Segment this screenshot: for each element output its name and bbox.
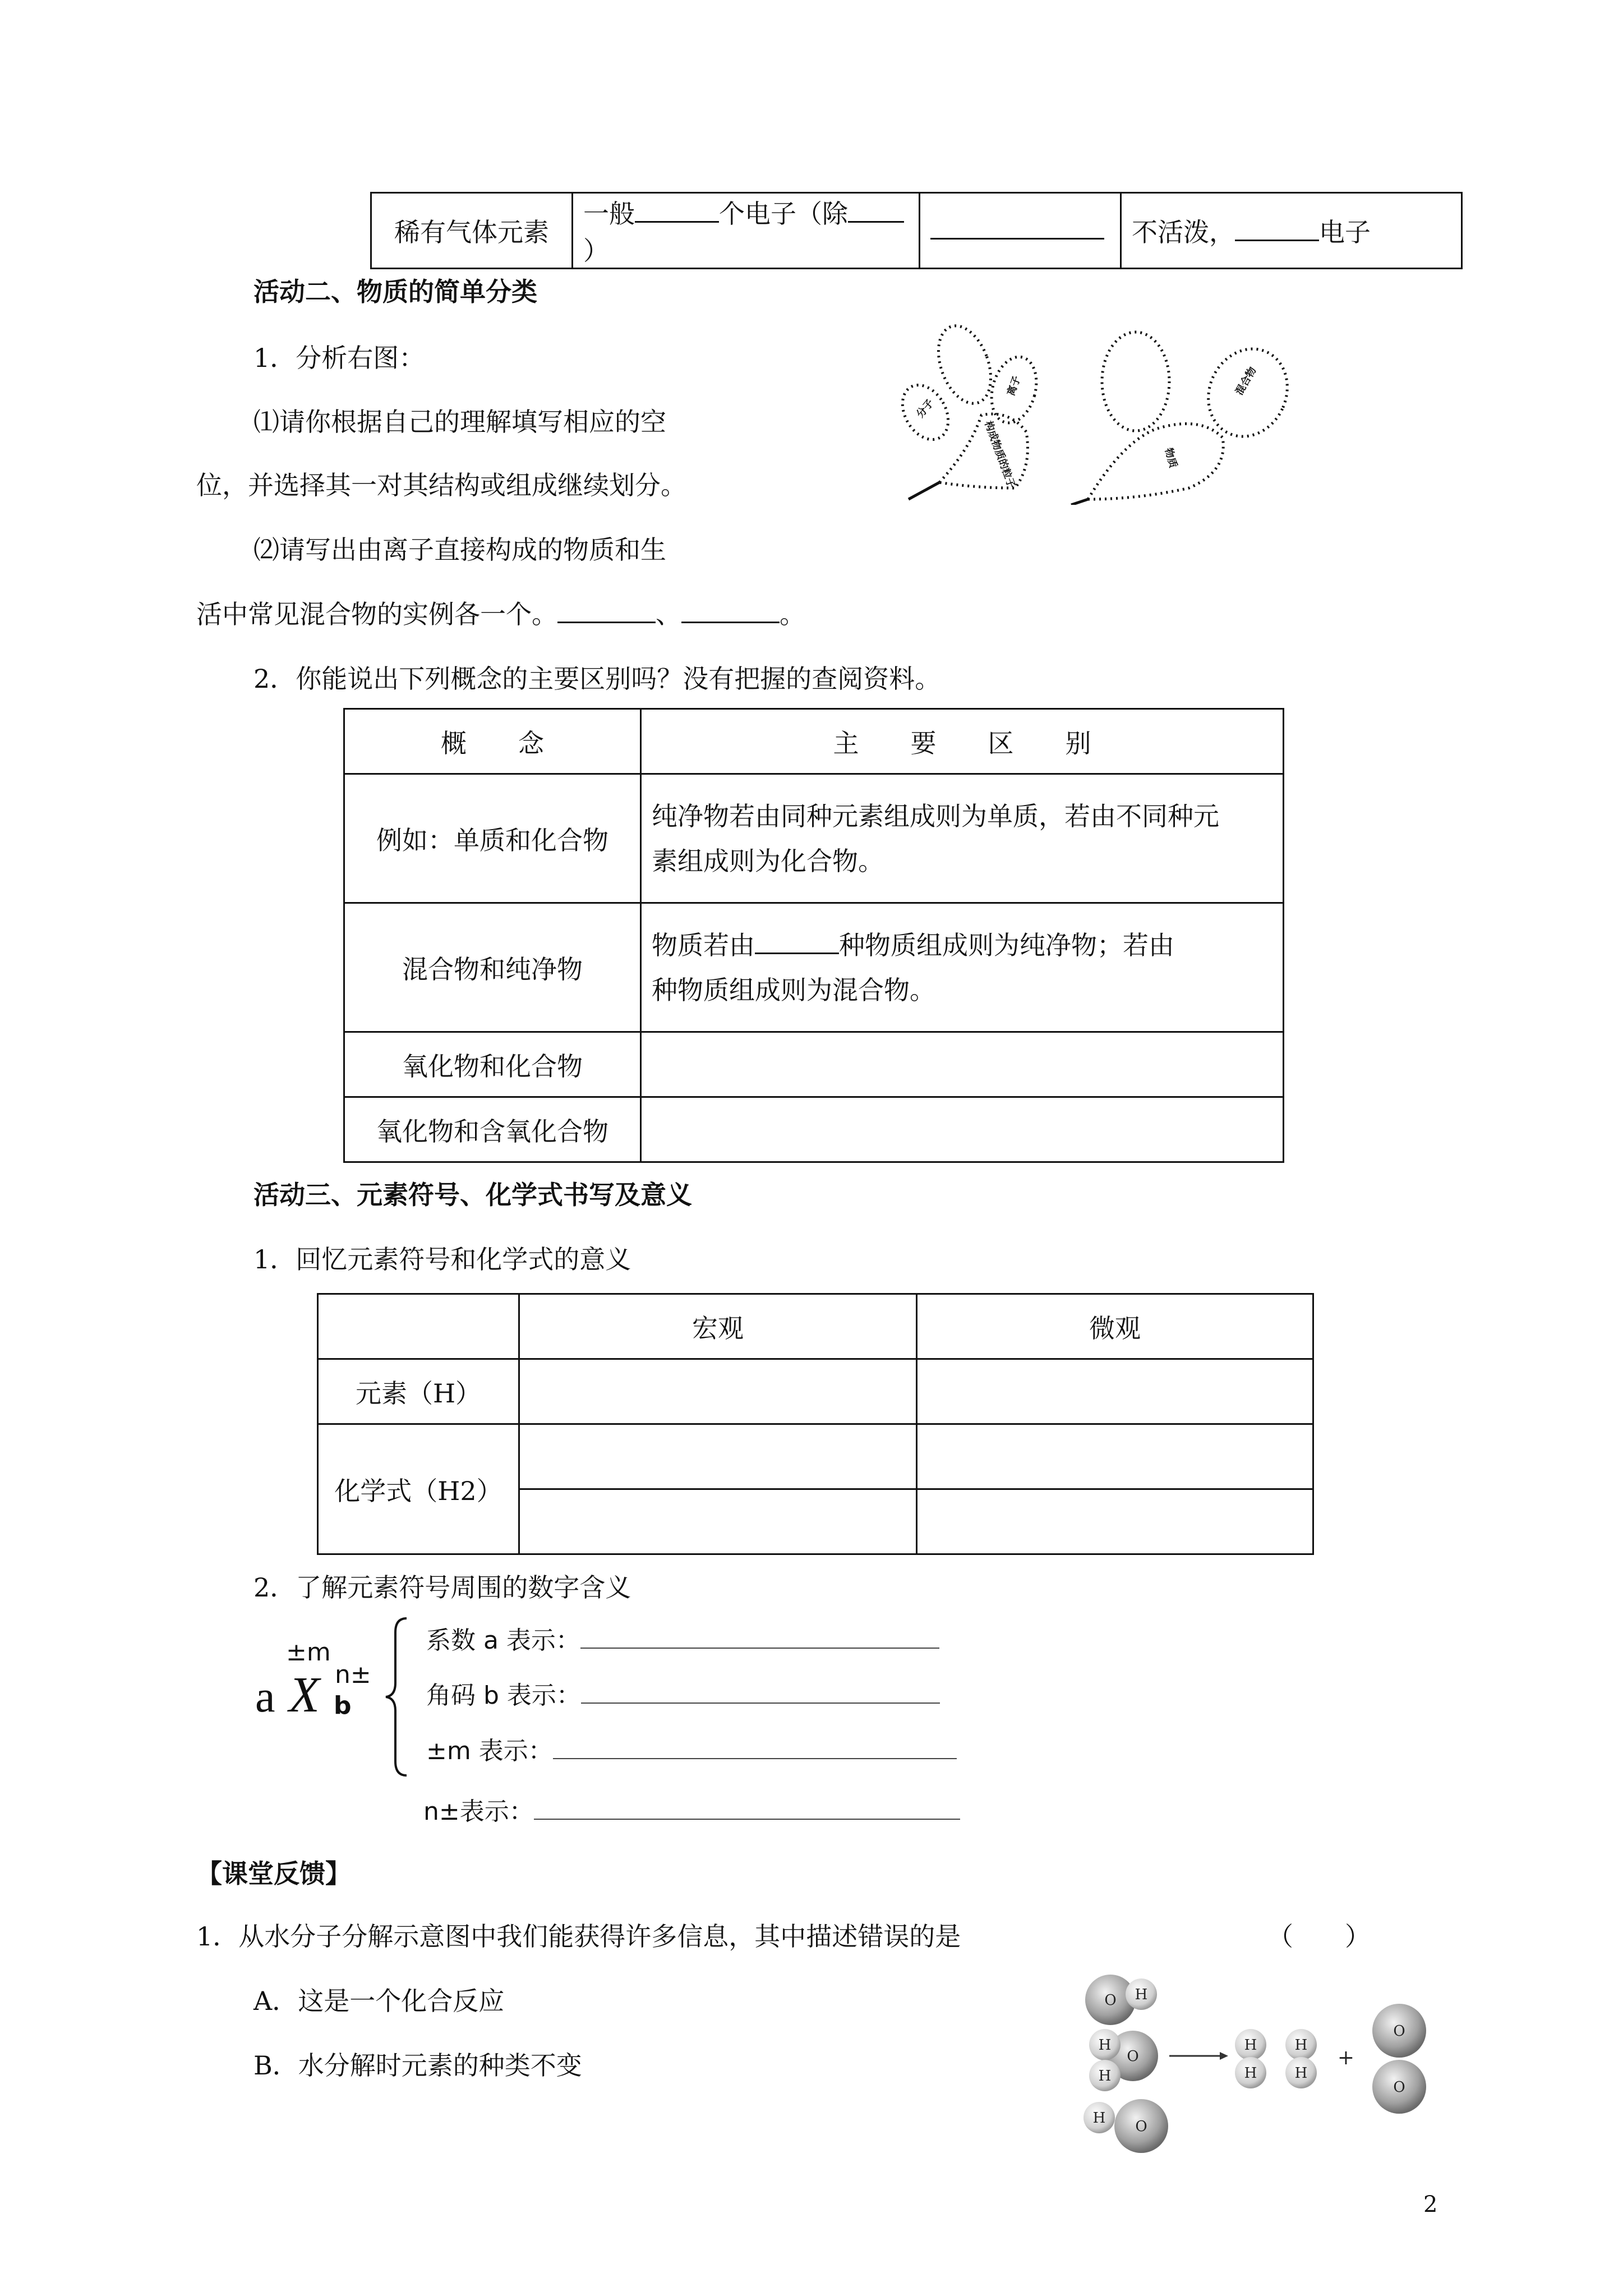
plus-sign: +: [1337, 2046, 1355, 2069]
svg-text:H: H: [1294, 2065, 1308, 2082]
feedback-title: 【课堂反馈】: [196, 1858, 351, 1889]
svg-text:O: O: [1104, 1992, 1117, 2009]
symbol-a: a: [255, 1672, 275, 1722]
page-number: 2: [1423, 2192, 1438, 2217]
feedback-option-b: B．水分解时元素的种类不变: [253, 2050, 582, 2081]
diagram-right-mixture-oval: [1195, 336, 1302, 449]
symbol-line-a: 系数 a 表示：: [426, 1624, 939, 1658]
symbol-X: X: [289, 1667, 320, 1723]
concept-table-header-concept: 概 念: [344, 709, 641, 774]
concept-row-3-diff: [641, 1032, 1284, 1097]
top-table-cell-2: 一般 个电子（除）: [573, 193, 920, 269]
activity2-title: 活动二、物质的简单分类: [253, 277, 537, 307]
concept-row-4-diff: [641, 1097, 1284, 1162]
diagram-label-left-top: 离子: [1005, 374, 1023, 398]
svg-text:H: H: [1098, 2068, 1112, 2085]
svg-text:H: H: [1098, 2037, 1112, 2054]
diagram-label-right-center: 物质: [1162, 447, 1179, 470]
concept-row-2-concept: 混合物和纯净物: [344, 903, 641, 1032]
concept-row-4-concept: 氧化物和含氧化合物: [344, 1097, 641, 1162]
activity2-q1-1b: 位，并选择其一对其结构或组成继续划分。: [196, 470, 686, 500]
symbol-b: b: [334, 1691, 352, 1720]
feedback-q1-paren: （ ）: [1267, 1921, 1371, 1952]
top-table-cell-1: 稀有气体元素: [371, 193, 573, 269]
activity3-title: 活动三、元素符号、化学式书写及意义: [253, 1180, 692, 1210]
symbol-n-pm: n±: [335, 1660, 371, 1689]
diagram-label-left-small: 分子: [914, 397, 937, 421]
activity2-q2: 2．你能说出下列概念的主要区别吗？没有把握的查阅资料。: [253, 664, 941, 694]
activity2-q1-1a: ⑴请你根据自己的理解填写相应的空: [253, 407, 666, 437]
meaning-table-row-formula: 化学式（H2）: [318, 1424, 519, 1554]
brace: [381, 1616, 415, 1778]
meaning-table-element-macro: [519, 1359, 917, 1424]
element-symbol-notation: [255, 1638, 401, 1750]
meaning-table-formula-micro-1: [917, 1424, 1313, 1489]
activity3-q1: 1．回忆元素符号和化学式的意义: [253, 1244, 631, 1274]
top-table-cell-4: 不活泼， 电子: [1121, 193, 1462, 269]
symbol-line-b: 角码 b 表示：: [426, 1679, 940, 1713]
diagram-right-stem: [1088, 424, 1223, 499]
svg-text:H: H: [1092, 2110, 1106, 2127]
meaning-table-formula-macro-2: [519, 1489, 917, 1554]
symbol-line-n: n±表示：: [423, 1795, 960, 1829]
meaning-table-header-micro: 微观: [917, 1294, 1313, 1359]
svg-text:O: O: [1127, 2048, 1139, 2065]
diagram-label-right-top: 混合物: [1233, 365, 1259, 397]
diagram-left-top-oval: [929, 320, 1000, 411]
svg-text:H: H: [1244, 2065, 1257, 2082]
activity2-q1: 1．分析右图：: [253, 343, 425, 373]
classification-diagram: [886, 320, 1312, 505]
meaning-table-corner: [318, 1294, 519, 1359]
svg-text:H: H: [1294, 2037, 1308, 2054]
meaning-table: [317, 1293, 1314, 1555]
concept-row-3-concept: 氧化物和化合物: [344, 1032, 641, 1097]
concept-table-header-diff: 主 要 区 别: [641, 709, 1284, 774]
concept-row-1-concept: 例如：单质和化合物: [344, 774, 641, 903]
meaning-table-header-macro: 宏观: [519, 1294, 917, 1359]
diagram-right-left-oval: [1102, 332, 1169, 431]
activity2-q1-2a: ⑵请写出由离子直接构成的物质和生: [253, 535, 666, 565]
water-decomposition-diagram: [1066, 1963, 1469, 2165]
meaning-table-formula-macro-1: [519, 1424, 917, 1489]
svg-text:H: H: [1244, 2037, 1257, 2054]
feedback-q1: 1．从水分子分解示意图中我们能获得许多信息，其中描述错误的是: [196, 1921, 961, 1952]
diagram-label-left-center: 构成物质的粒子: [982, 419, 1017, 490]
meaning-table-formula-micro-2: [917, 1489, 1313, 1554]
feedback-option-a: A．这是一个化合反应: [253, 1986, 505, 2016]
svg-text:O: O: [1135, 2118, 1147, 2135]
svg-text:O: O: [1393, 2079, 1405, 2096]
svg-text:H: H: [1135, 1986, 1148, 2003]
concept-table: [343, 708, 1284, 1163]
top-table-cell-3: [920, 193, 1121, 269]
svg-text:O: O: [1393, 2023, 1405, 2040]
activity2-q1-2b: 活中常见混合物的实例各一个。 、 。: [196, 599, 805, 629]
concept-row-2-diff: 物质若由 种物质组成则为纯净物；若由 种物质组成则为混合物。: [641, 903, 1284, 1032]
top-table: [370, 192, 1463, 269]
symbol-pm-m: ±m: [286, 1638, 331, 1667]
meaning-table-element-micro: [917, 1359, 1313, 1424]
symbol-line-m: ±m 表示：: [426, 1734, 957, 1768]
activity3-q2: 2．了解元素符号周围的数字含义: [253, 1572, 631, 1603]
concept-row-1-diff: 纯净物若由同种元素组成则为单质，若由不同种元 素组成则为化合物。: [641, 774, 1284, 903]
meaning-table-row-element: 元素（H）: [318, 1359, 519, 1424]
